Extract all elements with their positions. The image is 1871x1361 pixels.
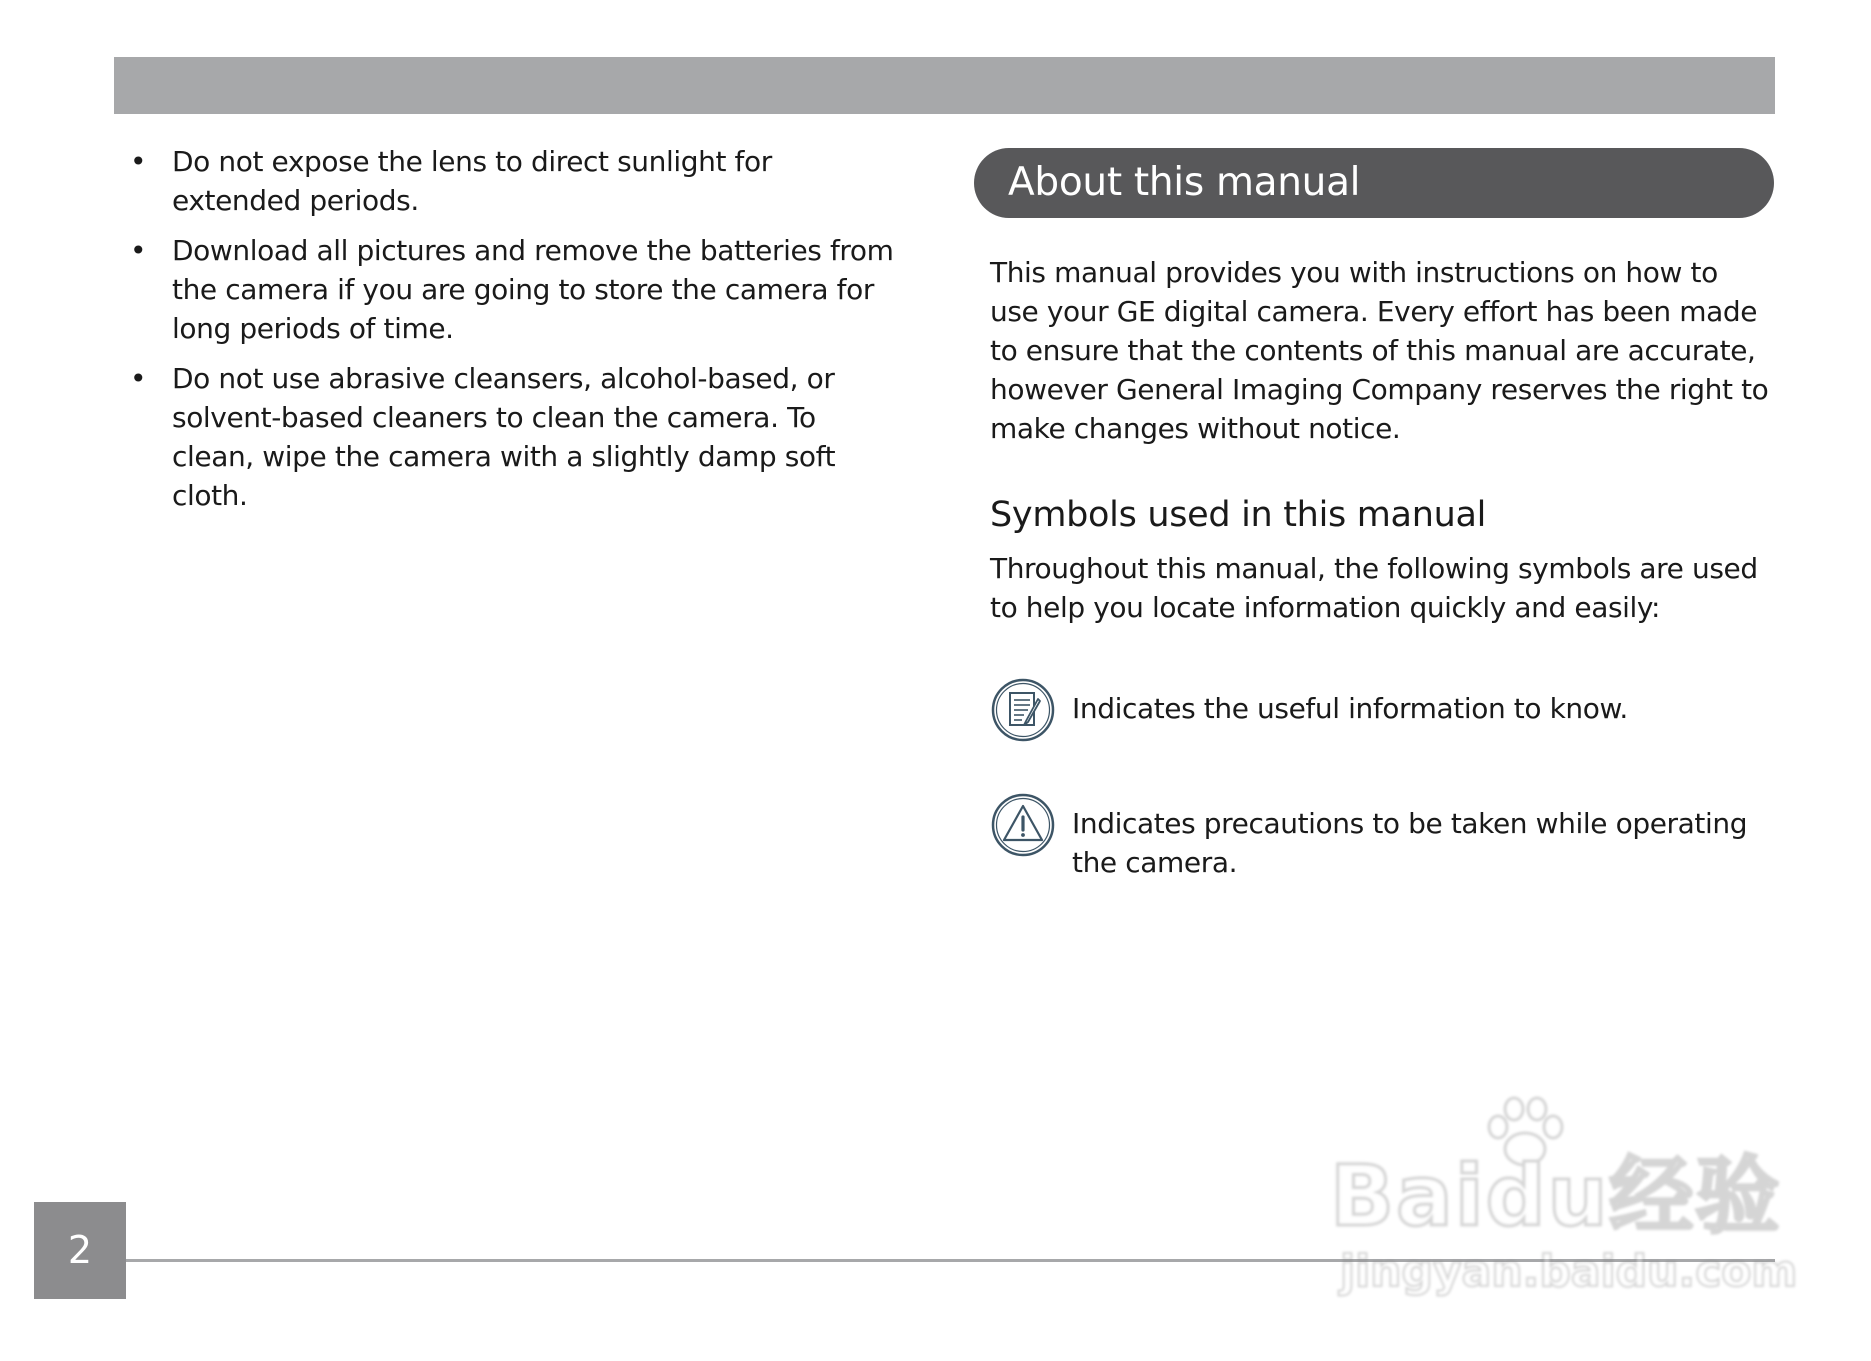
- header-bar: [114, 57, 1775, 114]
- symbols-heading: Symbols used in this manual: [990, 495, 1487, 535]
- list-item: [122, 142, 902, 220]
- symbol-warning-row: [990, 804, 1774, 882]
- watermark: [1330, 1085, 1798, 1305]
- list-item: [122, 359, 902, 515]
- about-manual-section: [974, 148, 1774, 882]
- care-instructions: [122, 142, 902, 526]
- bullet-marker: •: [130, 234, 147, 267]
- bullet-marker: •: [130, 145, 147, 178]
- intro-paragraph: This manual provides you with instructions on how to use your GE digital camera. Every effort has been made to ensure that the contents of this manual are accurate, however General Imaging Company reserves the right to make changes without notice.: [990, 256, 1769, 445]
- bullet-list: [122, 142, 902, 515]
- bullet-text: Do not expose the lens to direct sunlight for extended periods.: [172, 145, 772, 217]
- symbol-note-row: [990, 689, 1774, 728]
- list-item: [122, 231, 902, 348]
- section-title: About this manual: [974, 148, 1774, 218]
- watermark-brand: Baidu经验: [1330, 1147, 1782, 1245]
- watermark-url: jingyan.baidu.com: [1340, 1246, 1798, 1297]
- symbol-warning-text: Indicates precautions to be taken while operating the camera.: [1072, 807, 1748, 879]
- warning-icon: [990, 792, 1056, 858]
- symbols-intro: Throughout this manual, the following symbols are used to help you locate information quickly and easily:: [990, 552, 1758, 624]
- bullet-text: Download all pictures and remove the batteries from the camera if you are going to store the camera for long periods of time.: [172, 234, 894, 345]
- bullet-text: Do not use abrasive cleansers, alcohol-based, or solvent-based cleaners to clean the camera. To clean, wipe the camera with a slightly damp soft cloth.: [172, 362, 836, 512]
- note-icon: [990, 677, 1056, 743]
- bullet-marker: •: [130, 362, 147, 395]
- page-number: 2: [34, 1202, 126, 1299]
- symbol-note-text: Indicates the useful information to know.: [1072, 692, 1628, 725]
